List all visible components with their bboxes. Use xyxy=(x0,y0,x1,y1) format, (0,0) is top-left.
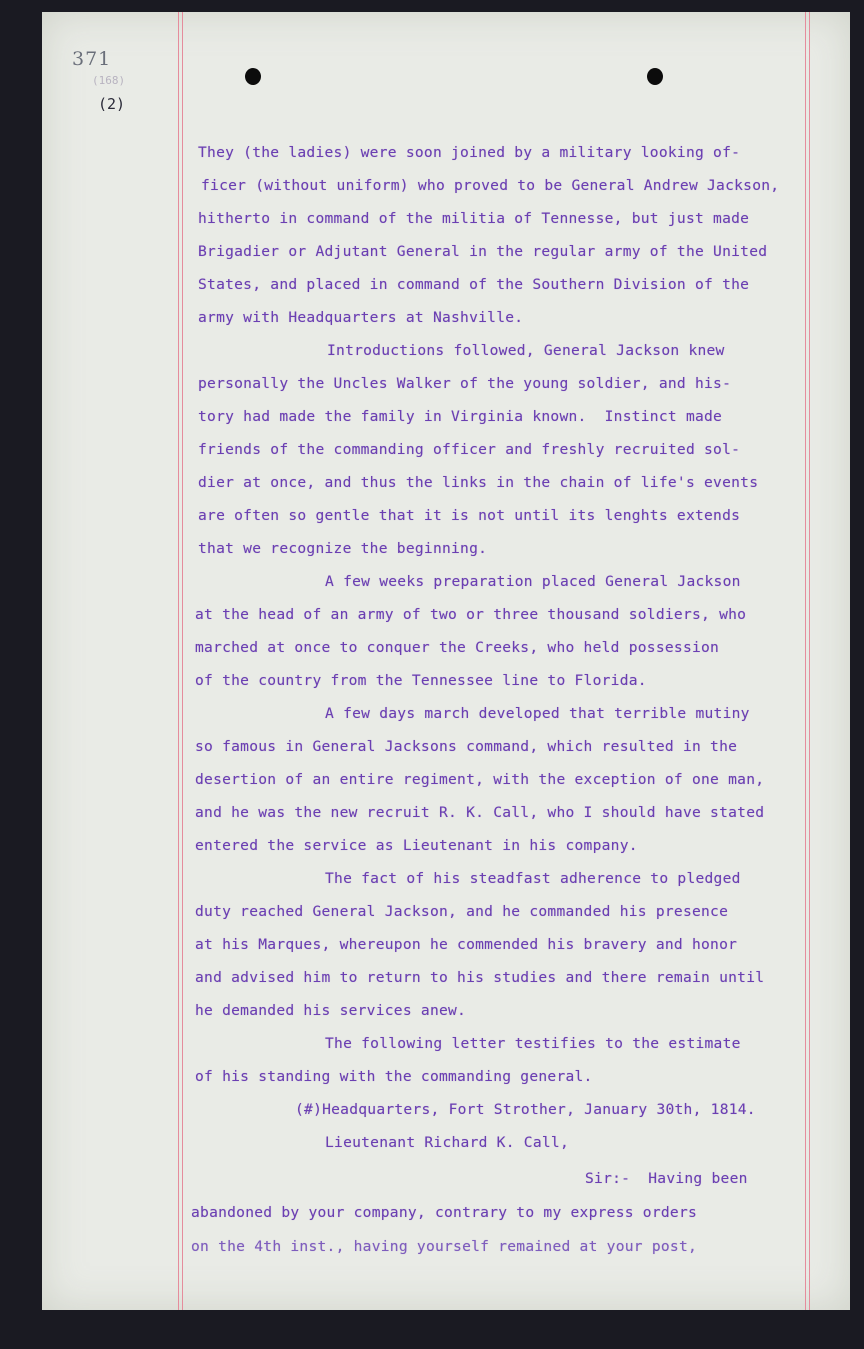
right-margin-rule-outer xyxy=(809,12,810,1310)
text-line: of his standing with the commanding general. xyxy=(195,1068,593,1085)
punch-hole-right xyxy=(647,68,663,85)
text-line: Brigadier or Adjutant General in the regular army of the United xyxy=(198,243,768,260)
text-line: that we recognize the beginning. xyxy=(198,540,488,557)
text-line: and he was the new recruit R. K. Call, who I should have stated xyxy=(195,804,765,821)
text-line: and advised him to return to his studies and there remain until xyxy=(195,969,765,986)
page-number: (2) xyxy=(98,95,126,113)
text-line: tory had made the family in Virginia known. Instinct made xyxy=(198,408,723,425)
text-line: friends of the commanding officer and freshly recruited sol- xyxy=(198,441,741,458)
text-line: The following letter testifies to the estimate xyxy=(325,1035,741,1052)
text-line: at his Marques, whereupon he commended his bravery and honor xyxy=(195,936,738,953)
letter-salutation: Sir:- Having been xyxy=(585,1170,748,1187)
text-line: at the head of an army of two or three thousand soldiers, who xyxy=(195,606,747,623)
letter-dateline: (#)Headquarters, Fort Strother, January 30th, 1814. xyxy=(295,1101,756,1118)
text-line: he demanded his services anew. xyxy=(195,1002,467,1019)
text-line: of the country from the Tennessee line to Florida. xyxy=(195,672,647,689)
text-line: Introductions followed, General Jackson knew xyxy=(327,342,725,359)
faint-folio-number: (168) xyxy=(92,74,126,87)
punch-hole-left xyxy=(245,68,261,85)
text-line: so famous in General Jacksons command, which resulted in the xyxy=(195,738,738,755)
text-line: dier at once, and thus the links in the chain of life's events xyxy=(198,474,759,491)
text-line: marched at once to conquer the Creeks, who held possession xyxy=(195,639,720,656)
folio-number: 371 xyxy=(72,48,112,70)
text-line: A few days march developed that terrible mutiny xyxy=(325,705,750,722)
text-line: hitherto in command of the militia of Tennesse, but just made xyxy=(198,210,750,227)
text-line: abandoned by your company, contrary to my express orders xyxy=(191,1204,698,1221)
left-margin-rule-inner xyxy=(182,12,183,1310)
right-margin-rule xyxy=(805,12,806,1310)
text-line: personally the Uncles Walker of the young soldier, and his- xyxy=(198,375,732,392)
document-page xyxy=(42,12,850,1310)
text-line: army with Headquarters at Nashville. xyxy=(198,309,524,326)
left-margin-rule xyxy=(178,12,179,1310)
text-line: are often so gentle that it is not until its lenghts extends xyxy=(198,507,741,524)
text-line: duty reached General Jackson, and he commanded his presence xyxy=(195,903,729,920)
text-line: A few weeks preparation placed General Jackson xyxy=(325,573,741,590)
text-line: desertion of an entire regiment, with the exception of one man, xyxy=(195,771,765,788)
text-line: The fact of his steadfast adherence to pledged xyxy=(325,870,741,887)
text-line: They (the ladies) were soon joined by a military looking of- xyxy=(198,144,741,161)
text-line: entered the service as Lieutenant in his company. xyxy=(195,837,638,854)
text-line: on the 4th inst., having yourself remained at your post, xyxy=(191,1238,698,1255)
text-line: ficer (without uniform) who proved to be General Andrew Jackson, xyxy=(201,177,780,194)
letter-addressee: Lieutenant Richard K. Call, xyxy=(325,1134,569,1151)
text-line: States, and placed in command of the Southern Division of the xyxy=(198,276,750,293)
